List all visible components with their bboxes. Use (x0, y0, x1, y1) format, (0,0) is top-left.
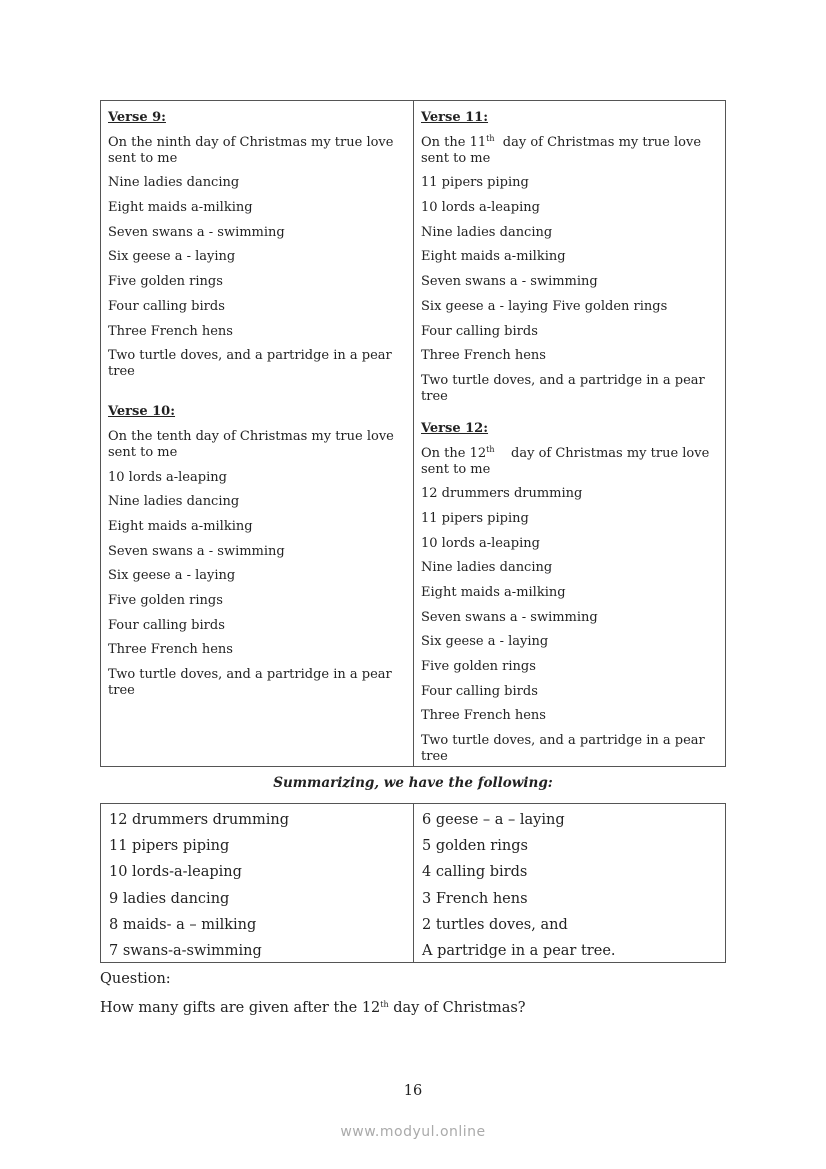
list-item: 2 turtles doves, and (422, 916, 568, 933)
question-text-part: How many gifts are given after the 12 (100, 1000, 381, 1016)
list-item: Five golden rings (108, 274, 223, 290)
verse-11-intro (421, 135, 719, 167)
list-item: Nine ladies dancing (421, 224, 553, 240)
list-item: Four calling birds (421, 323, 538, 339)
list-item: 6 geese – a – laying (422, 812, 565, 828)
list-item: Eight maids a-milking (108, 518, 253, 534)
list-item: 11 pipers piping (421, 510, 529, 526)
intro-text: day of Christmas my true love sent to me (421, 134, 706, 166)
ordinal-suffix: th (380, 1000, 389, 1009)
verse-9-title: Verse 9: (108, 110, 166, 125)
verse-11-title: Verse 11: (421, 110, 489, 125)
list-item: Eight maids a-milking (421, 249, 566, 265)
list-item: 3 French hens (422, 890, 528, 907)
list-item: Five golden rings (108, 593, 223, 608)
list-item: Two turtle doves, and a partridge in a pear tree (108, 348, 392, 380)
list-item: 10 lords a-leaping (108, 469, 227, 485)
list-item: Four calling birds (108, 298, 225, 314)
list-item: Eight maids a-milking (108, 200, 253, 216)
list-item: 10 lords a-leaping (421, 200, 540, 216)
verse-12-title: Verse 12: (421, 420, 489, 436)
list-item: On the tenth day of Christmas my true love sent to me (108, 428, 394, 460)
list-item: Seven swans a - swimming (421, 609, 598, 625)
list-item: 4 calling birds (422, 864, 528, 881)
list-item: Nine ladies dancing (108, 175, 240, 191)
verse-12-intro (421, 446, 719, 478)
verse-11-lines (421, 175, 719, 405)
intro-text: On the 12 (421, 445, 487, 461)
ordinal-suffix: th (486, 444, 495, 454)
list-item: Eight maids a-milking (421, 585, 566, 600)
watermark: www.modyul.online (340, 1124, 486, 1140)
list-item: Five golden rings (421, 659, 536, 675)
intro-text: On the 11 (421, 134, 487, 150)
list-item: 8 maids- a – milking (109, 916, 257, 933)
list-item: Three French hens (108, 323, 233, 339)
list-item: Nine ladies dancing (108, 494, 240, 510)
list-item: 12 drummers drumming (109, 812, 289, 828)
list-item: Two turtle doves, and a partridge in a pear tree (421, 372, 705, 404)
verses-right-column (413, 101, 725, 766)
question-text (100, 1000, 526, 1016)
page-number: 16 (403, 1083, 423, 1099)
summary-left-column (101, 804, 413, 962)
list-item: 10 lords a-leaping (421, 535, 540, 551)
list-item: Nine ladies dancing (421, 560, 553, 576)
list-item: 11 pipers piping (109, 838, 230, 855)
ordinal-suffix: th (486, 133, 495, 143)
intro-text: day of Christmas my true love sent to me (421, 445, 714, 477)
list-item: 10 lords-a-leaping (109, 864, 242, 881)
verses-left-column (101, 101, 413, 766)
summary-heading: Summarizing, we have the following: (273, 775, 553, 791)
verse-9-lines (108, 135, 407, 381)
list-item: Six geese a - laying (108, 249, 236, 265)
list-item: Seven swans a - swimming (108, 224, 285, 240)
verses-table (100, 100, 726, 767)
list-item: Four calling birds (421, 683, 538, 699)
list-item: Three French hens (421, 708, 546, 724)
summary-right-column (413, 804, 725, 962)
list-item: 11 pipers piping (421, 175, 529, 191)
list-item: Six geese a - laying Five golden rings (421, 298, 668, 314)
list-item: Seven swans a - swimming (108, 543, 285, 559)
list-item: Two turtle doves, and a partridge in a pear tree (108, 667, 392, 699)
list-item: 5 golden rings (422, 838, 528, 855)
list-item: 7 swans-a-swimming (109, 942, 262, 959)
question-label: Question: (100, 971, 171, 987)
list-item: On the ninth day of Christmas my true love sent to me (108, 134, 394, 166)
question-text-part: day of Christmas? (388, 1000, 526, 1016)
list-item: Four calling birds (108, 617, 225, 633)
list-item: Two turtle doves, and a partridge in a pear tree (421, 733, 705, 765)
list-item: Seven swans a - swimming (421, 274, 598, 290)
list-item: Six geese a - laying (421, 634, 549, 650)
verse-12-lines (421, 486, 719, 765)
list-item: Three French hens (421, 348, 546, 364)
list-item: 12 drummers drumming (421, 486, 583, 502)
verse-10-lines (108, 429, 407, 699)
list-item: A partridge in a pear tree. (422, 942, 616, 959)
list-item: 9 ladies dancing (109, 890, 230, 907)
list-item: Six geese a - laying (108, 568, 236, 584)
summary-table (100, 803, 726, 963)
verse-10-title: Verse 10: (108, 404, 176, 420)
list-item: Three French hens (108, 642, 233, 658)
